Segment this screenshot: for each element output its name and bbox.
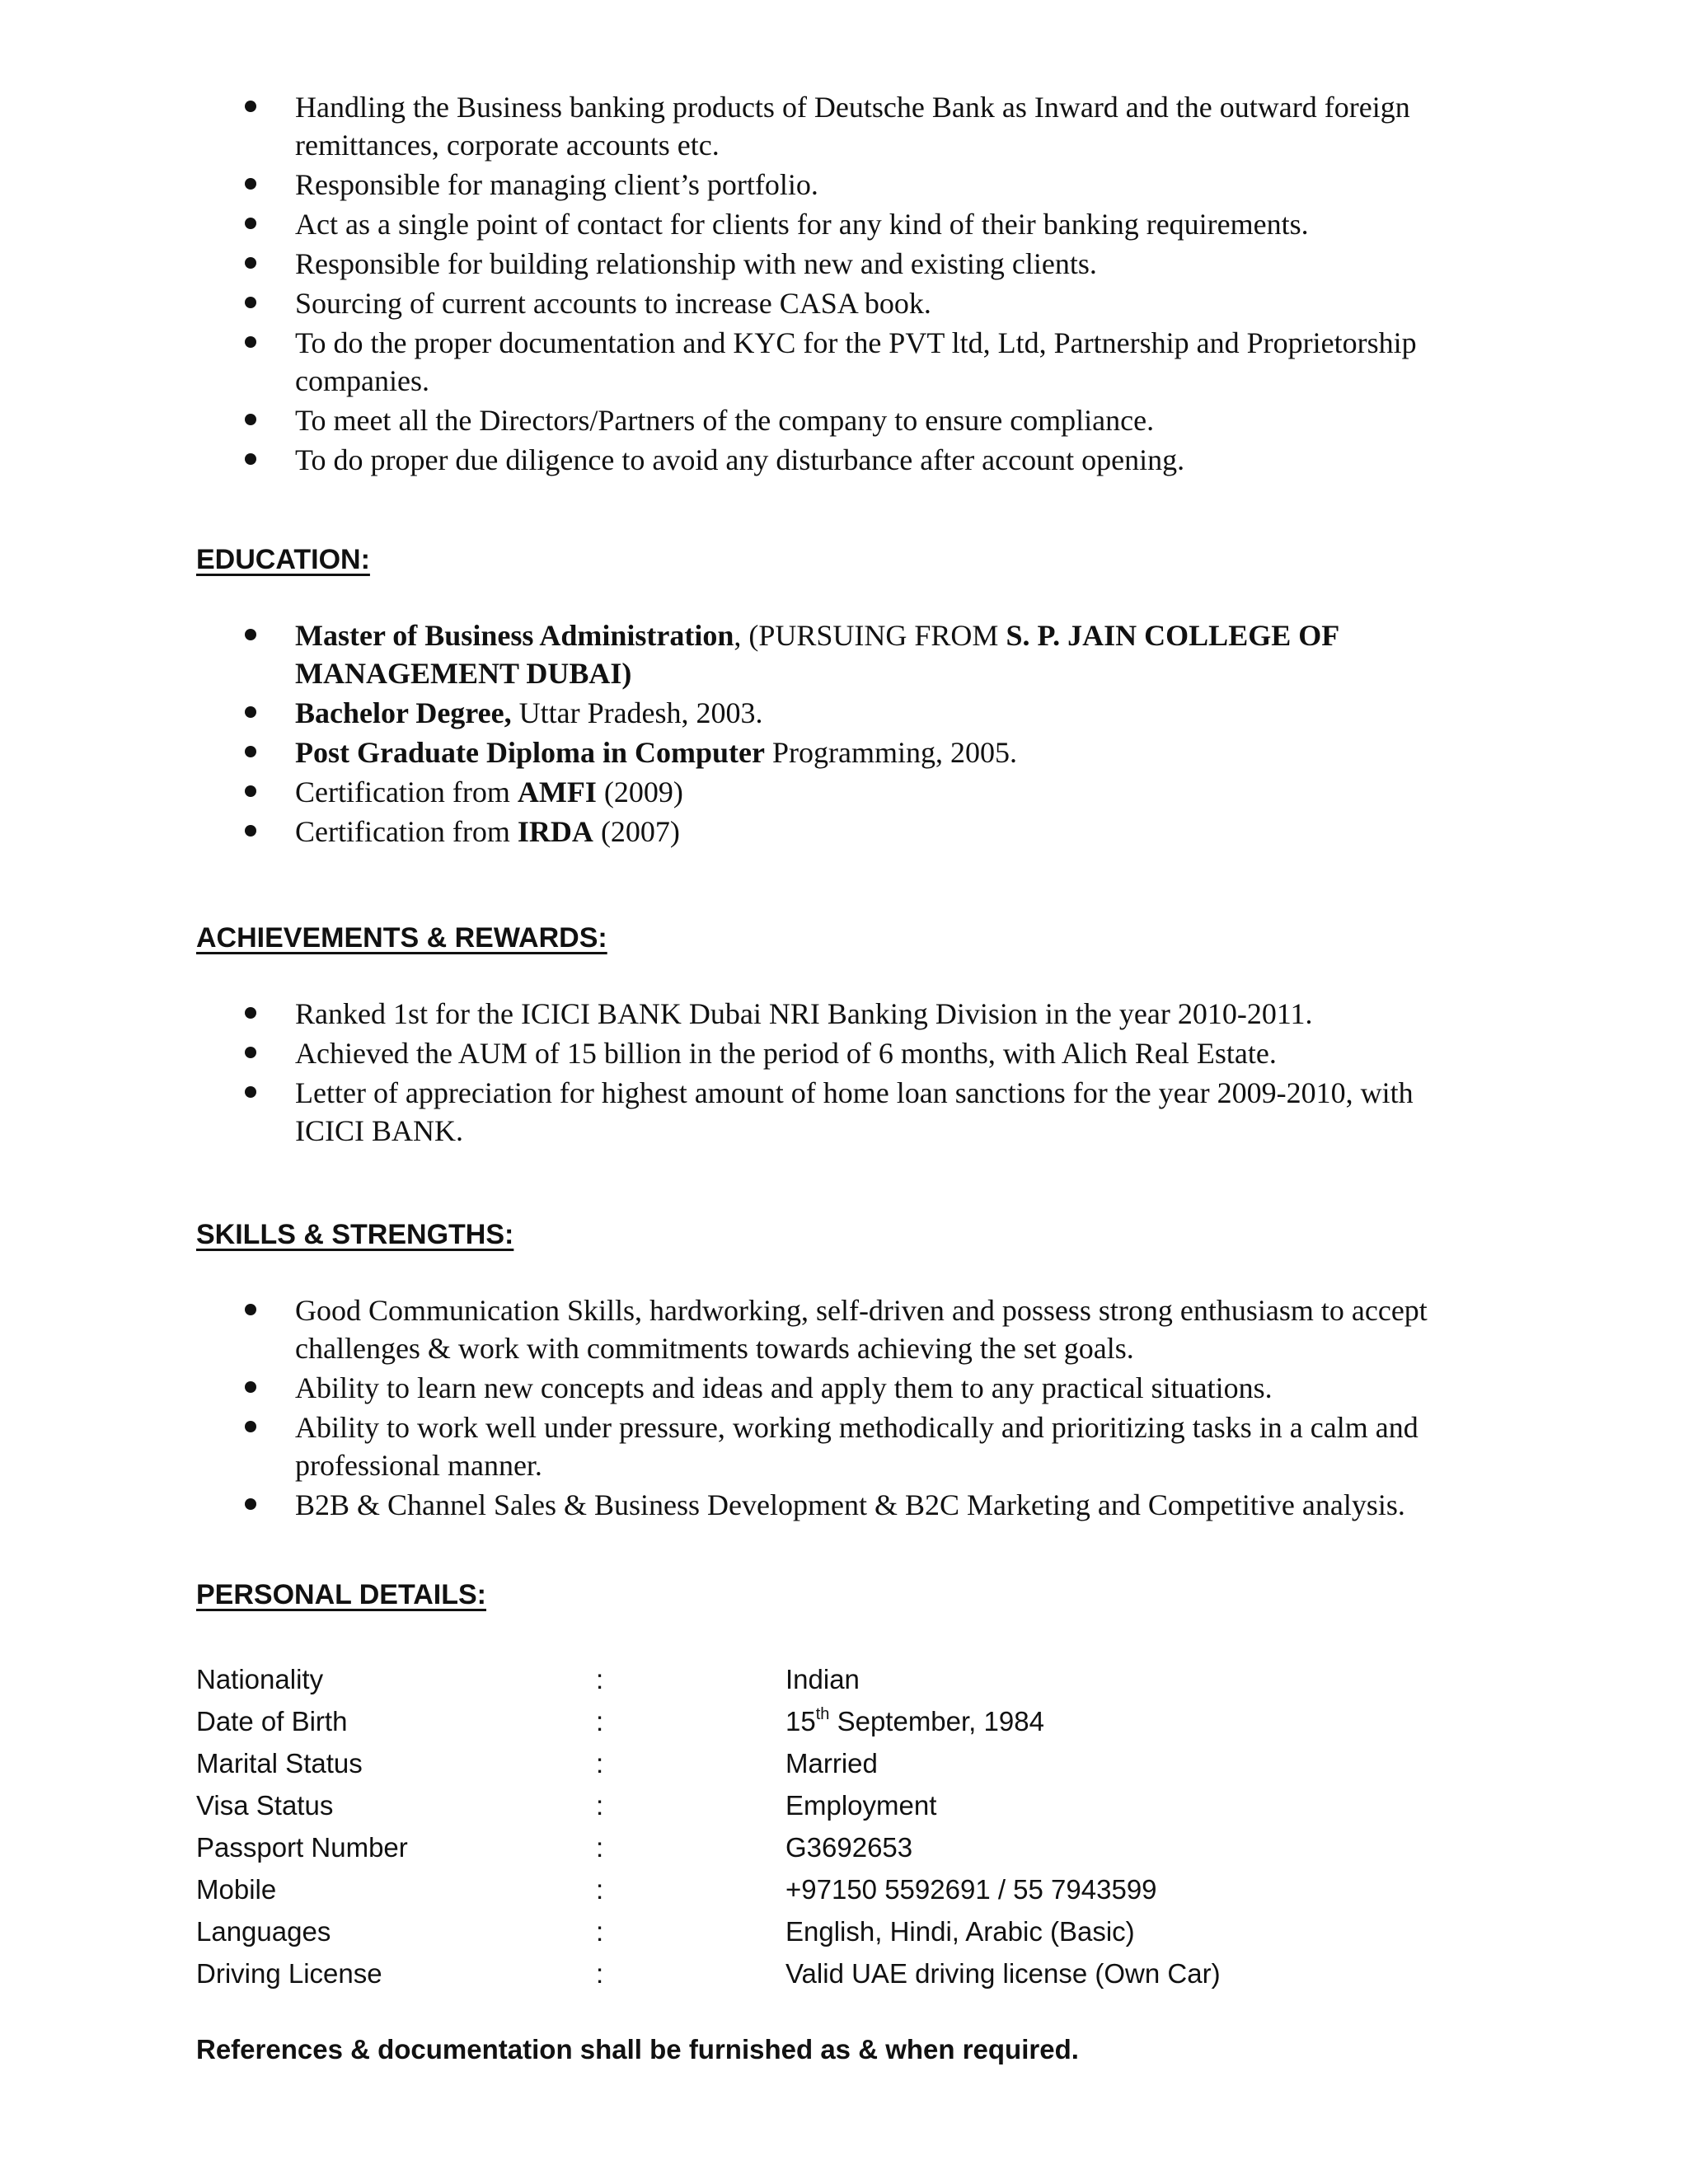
row-label: Date of Birth — [196, 1706, 348, 1736]
list-item: Bachelor Degree, Uttar Pradesh, 2003. — [196, 694, 1482, 732]
references-note: References & documentation shall be furnished as & when required. — [196, 2034, 1079, 2064]
row-value: English, Hindi, Arabic (Basic) — [785, 1916, 1135, 1947]
list-item: Letter of appreciation for highest amount of home loan sanctions for the year 2009-2010, with ICICI BANK. — [196, 1074, 1482, 1150]
list-item: To do proper due diligence to avoid any disturbance after account opening. — [196, 441, 1482, 479]
bullet-icon — [245, 218, 256, 229]
bullet-icon — [245, 1304, 256, 1315]
list-item: Act as a single point of contact for clients for any kind of their banking requirements. — [196, 205, 1482, 243]
row-label: Languages — [196, 1916, 331, 1947]
bullet-icon — [245, 336, 256, 348]
row-separator: : — [596, 1832, 604, 1863]
list-item: Responsible for building relationship with new and existing clients. — [196, 245, 1482, 283]
achievements-list — [196, 995, 1482, 1151]
bullet-icon — [245, 629, 256, 640]
list-item: Handling the Business banking products of Deutsche Bank as Inward and the outward foreign remittances, corporate accounts etc. — [196, 88, 1482, 164]
row-separator: : — [596, 1748, 604, 1779]
skills-list — [196, 1291, 1482, 1526]
bullet-icon — [245, 825, 256, 837]
table-row — [196, 1868, 1515, 1910]
table-row — [196, 1742, 1515, 1784]
list-item: Master of Business Administration, (PURSUING FROM S. P. JAIN COLLEGE OF MANAGEMENT DUBAI) — [196, 616, 1482, 692]
table-row — [196, 1658, 1515, 1700]
bullet-icon — [245, 1381, 256, 1393]
list-item: Certification from IRDA (2007) — [196, 813, 1482, 851]
bullet-icon — [245, 101, 256, 112]
table-row — [196, 1910, 1515, 1952]
bullet-icon — [245, 1086, 256, 1098]
row-separator: : — [596, 1664, 604, 1694]
row-separator: : — [596, 1706, 604, 1736]
list-item: To do the proper documentation and KYC for the PVT ltd, Ltd, Partnership and Proprietorship companies. — [196, 324, 1482, 400]
row-separator: : — [596, 1916, 604, 1947]
list-item: To meet all the Directors/Partners of the company to ensure compliance. — [196, 401, 1482, 439]
row-value: G3692653 — [785, 1832, 913, 1863]
row-label: Mobile — [196, 1874, 277, 1905]
achievements-heading: ACHIEVEMENTS & REWARDS: — [196, 922, 607, 954]
bullet-icon — [245, 746, 256, 757]
list-item: Achieved the AUM of 15 billion in the period of 6 months, with Alich Real Estate. — [196, 1034, 1482, 1072]
education-list — [196, 616, 1482, 852]
table-row — [196, 1952, 1515, 1994]
bullet-icon — [245, 414, 256, 425]
list-item: Ranked 1st for the ICICI BANK Dubai NRI Banking Division in the year 2010-2011. — [196, 995, 1482, 1033]
row-separator: : — [596, 1958, 604, 1989]
list-item: Good Communication Skills, hardworking, self-driven and possess strong enthusiasm to accept challenges & work with commitments towards achieving the set goals. — [196, 1291, 1482, 1367]
list-item: Responsible for managing client’s portfolio. — [196, 166, 1482, 204]
bullet-icon — [245, 1047, 256, 1058]
bullet-icon — [245, 1421, 256, 1432]
table-row — [196, 1784, 1515, 1826]
row-label: Passport Number — [196, 1832, 408, 1863]
row-value: 15th September, 1984 — [785, 1705, 1044, 1736]
bullet-icon — [245, 453, 256, 465]
row-value: Valid UAE driving license (Own Car) — [785, 1958, 1221, 1989]
education-heading: EDUCATION: — [196, 544, 370, 575]
bullet-icon — [245, 706, 256, 718]
list-item: Sourcing of current accounts to increase CASA book. — [196, 284, 1482, 322]
row-label: Marital Status — [196, 1748, 363, 1779]
bullet-icon — [245, 1498, 256, 1510]
bullet-icon — [245, 297, 256, 308]
row-value: Indian — [785, 1664, 860, 1694]
personal-details-table — [196, 1658, 1515, 1994]
bullet-icon — [245, 1007, 256, 1019]
personal-details-heading: PERSONAL DETAILS: — [196, 1579, 486, 1610]
list-item: Ability to learn new concepts and ideas and apply them to any practical situations. — [196, 1369, 1482, 1407]
row-value: Employment — [785, 1790, 937, 1821]
list-item: Ability to work well under pressure, working methodically and prioritizing tasks in a calm and professional manner. — [196, 1408, 1482, 1484]
list-item: B2B & Channel Sales & Business Development & B2C Marketing and Competitive analysis. — [196, 1486, 1482, 1524]
row-value: +97150 5592691 / 55 7943599 — [785, 1874, 1157, 1905]
bullet-icon — [245, 257, 256, 269]
row-label: Driving License — [196, 1958, 382, 1989]
list-item: Post Graduate Diploma in Computer Programming, 2005. — [196, 733, 1482, 771]
row-separator: : — [596, 1874, 604, 1905]
row-value: Married — [785, 1748, 878, 1779]
row-label: Nationality — [196, 1664, 324, 1694]
table-row — [196, 1826, 1515, 1868]
bullet-icon — [245, 785, 256, 797]
experience-bullet-list — [196, 88, 1482, 480]
skills-heading: SKILLS & STRENGTHS: — [196, 1219, 514, 1250]
row-label: Visa Status — [196, 1790, 334, 1821]
list-item: Certification from AMFI (2009) — [196, 773, 1482, 811]
row-separator: : — [596, 1790, 604, 1821]
table-row — [196, 1700, 1515, 1742]
bullet-icon — [245, 178, 256, 190]
